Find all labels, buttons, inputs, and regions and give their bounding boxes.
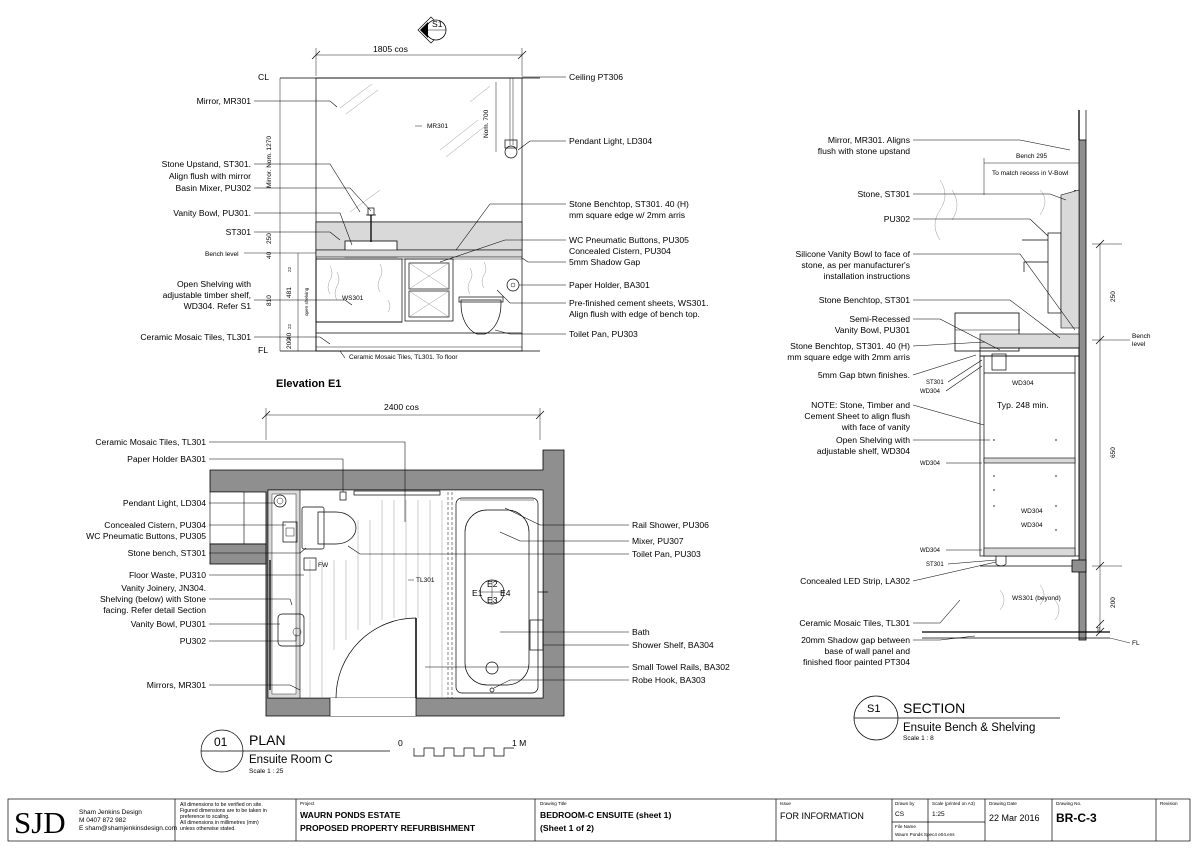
elevation-e1: [140, 17, 708, 390]
section-small-tag-st301b: ST301: [926, 562, 944, 568]
plan-label-rail-shower: Rail Shower, PU306: [632, 520, 709, 530]
section-marker-label: S1: [432, 19, 443, 29]
section-tag-typ: Typ. 248 min.: [997, 400, 1049, 410]
section-tag-wd304a: WD304: [1012, 380, 1034, 387]
plan-label-stone-bench: Stone bench, ST301: [127, 548, 206, 558]
elevation-label-ceramic-tiles: Ceramic Mosaic Tiles, TL301: [140, 332, 251, 342]
elevation-label-open-shelving: Open Shelving with adjustable timber shelf, WD304. Refer S1: [162, 279, 251, 311]
plan-tag-e3: E3: [487, 595, 498, 605]
section-level-bench: Bench level: [1132, 333, 1151, 348]
file-name: Waurn Ponds Spec4 e04.ens: [895, 832, 955, 837]
elevation-dim-22b: 22: [287, 323, 292, 329]
section-small-tag-wd304a: WD304: [920, 389, 941, 395]
date-label: Drawing Date: [989, 801, 1017, 806]
issue-label: Issue: [780, 801, 791, 806]
section-scale: Scale 1 : 8: [903, 735, 934, 742]
elevation-label-basin-mixer: Basin Mixer, PU302: [175, 183, 251, 193]
plan-label-mirrors: Mirrors, MR301: [146, 680, 206, 690]
section-s1: [787, 110, 1151, 742]
section-label-silicone-bowl: Silicone Vanity Bowl to face of stone, as per manufacturer's installation instructions: [795, 249, 910, 281]
section-label-ceramic-tiles: Ceramic Mosaic Tiles, TL301: [799, 618, 910, 628]
elevation-label-wc-buttons: WC Pneumatic Buttons, PU305 Concealed Cistern, PU304: [569, 235, 689, 256]
elevation-tag-mr301: MR301: [427, 123, 448, 130]
elevation-dim-200: 200: [286, 338, 293, 349]
elevation-tag-ws301: WS301: [342, 295, 364, 302]
drawing-number: BR-C-3: [1056, 811, 1097, 825]
plan-label-vanity-joinery: Vanity Joinery, JN304. Shelving (below) with Stone facing. Refer detail Section: [99, 583, 206, 615]
elevation-floor-note: Ceramic Mosaic Tiles, TL301. To floor: [349, 354, 458, 361]
elevation-dim-250: 250: [266, 233, 273, 244]
plan-tag-e2: E2: [487, 579, 498, 589]
plan-label-vanity-bowl: Vanity Bowl, PU301: [130, 619, 206, 629]
elevation-label-toilet-pan: Toilet Pan, PU303: [569, 329, 638, 339]
section-subtitle: Ensuite Bench & Shelving: [903, 722, 1036, 734]
section-tag-ws301: WS301 (beyond): [1012, 595, 1061, 602]
plan-label-floor-waste: Floor Waste, PU310: [128, 570, 206, 580]
elevation-dim-22a: 22: [287, 266, 292, 272]
elevation-dim-481: 481: [286, 287, 293, 298]
drawing-title: BEDROOM-C ENSUITE (sheet 1) (Sheet 1 of 2): [540, 810, 672, 833]
revision-label: Revision: [1160, 801, 1178, 806]
drawn-by-value: CS: [895, 811, 905, 818]
elevation-level-cl: CL: [258, 72, 269, 82]
section-small-tag-wd304b: WD304: [920, 461, 941, 467]
plan-label-ceramic-tiles: Ceramic Mosaic Tiles, TL301: [95, 437, 206, 447]
section-label-note: NOTE: Stone, Timber and Cement Sheet to align flush with face of vanity: [804, 400, 910, 432]
section-dim-20: 20: [1096, 626, 1101, 632]
elevation-width-dim: 1805 cos: [373, 44, 408, 54]
plan-label-robe-hook: Robe Hook, BA303: [632, 675, 706, 685]
section-label-mirror: Mirror, MR301. Aligns flush with stone upstand: [817, 135, 910, 156]
plan-label-mixer: Mixer, PU307: [632, 536, 684, 546]
elevation-dim-40a: 40: [266, 251, 273, 259]
section-label-shadow-gap: 20mm Shadow gap between base of wall panel and finished floor painted PT304: [801, 635, 910, 667]
elevation-label-vanity-bowl: Vanity Bowl, PU301.: [173, 208, 251, 218]
drawing-title-label: Drawing Title: [540, 801, 567, 806]
elevation-label-stone-upstand: Stone Upstand, ST301. Align flush with mirror: [161, 159, 251, 181]
scale-value: 1:25: [932, 811, 945, 818]
section-bench-note: To match recess in V-Bowl: [992, 170, 1069, 177]
elevation-dim-810: 810: [266, 295, 273, 306]
company-logo: SJD: [14, 805, 66, 840]
plan-view: [86, 402, 730, 775]
section-small-tag-st301a: ST301: [926, 380, 944, 386]
section-small-tag-wd304c: WD304: [920, 548, 941, 554]
elevation-label-ceiling: Ceiling PT306: [569, 72, 623, 82]
company-details: Sham Jenkins Design M 0407 872 982 E sham@shamjenkinsdesign.com: [79, 809, 178, 832]
plan-label-pendant-light: Pendant Light, LD304: [122, 498, 206, 508]
section-title: SECTION: [903, 700, 966, 716]
issue-value: FOR INFORMATION: [780, 811, 864, 821]
section-marker-s1: [418, 17, 446, 43]
plan-label-shower-shelf: Shower Shelf, BA304: [632, 640, 714, 650]
plan-tag-e1: E1: [472, 588, 483, 598]
elevation-label-st301: ST301: [225, 227, 251, 237]
plan-tag-tl301: TL301: [416, 577, 435, 584]
section-tag-wd304c: WD304: [1021, 522, 1043, 529]
drawing-number-label: Drawing No.: [1056, 801, 1082, 806]
plan-label-pu302: PU302: [179, 636, 206, 646]
section-level-fl: FL: [1132, 640, 1140, 647]
plan-label-toilet-pan: Toilet Pan, PU303: [632, 549, 701, 559]
scale-bar-end: 1 M: [512, 738, 527, 748]
elevation-dim-mirror: Mirror. Nom. 1270: [266, 135, 273, 188]
section-label-stone-benchtop-edge: Stone Benchtop, ST301. 40 (H) mm square edge with 2mm arris: [787, 341, 910, 362]
elevation-dim-nom700: Nom. 700: [483, 109, 490, 138]
title-block: [8, 799, 1190, 841]
plan-tag-e4: E4: [500, 588, 511, 598]
plan-label-towel-rails: Small Towel Rails, BA302: [632, 662, 730, 672]
section-dim-250: 250: [1110, 291, 1117, 302]
section-label-pu302: PU302: [883, 214, 910, 224]
elevation-title: Elevation E1: [276, 378, 342, 390]
plan-tag-fw: FW: [318, 562, 329, 569]
section-dim-200: 200: [1110, 597, 1117, 608]
project-name: WAURN PONDS ESTATE PROPOSED PROPERTY REFURBISHMENT: [300, 810, 476, 833]
elevation-dim-open-shelving: open shelving: [304, 287, 309, 316]
elevation-label-paper-holder: Paper Holder, BA301: [569, 280, 650, 290]
scale-bar-start: 0: [398, 738, 403, 748]
elevation-dim-40b: 40: [286, 332, 293, 340]
elevation-level-bench: Bench level: [205, 251, 239, 258]
section-label-stone-benchtop: Stone Benchtop, ST301: [818, 295, 910, 305]
date-value: 22 Mar 2016: [989, 813, 1040, 823]
elevation-label-shadow-gap: 5mm Shadow Gap: [569, 257, 641, 267]
drawing-notes: All dimensions to be verified on site. Figured dimensions are to be taken in preference to scaling. All dimensions in millimetres (mm) unless otherwise stated.: [180, 802, 267, 832]
section-tag-wd304b: WD304: [1021, 508, 1043, 515]
section-bench-dim: Bench 295: [1016, 153, 1048, 160]
section-dim-650: 650: [1110, 447, 1117, 458]
plan-scale: Scale 1 : 25: [249, 768, 284, 775]
project-label: Project: [300, 801, 315, 806]
scale-bar: [398, 738, 526, 756]
section-number: S1: [867, 703, 881, 715]
section-label-5mm-gap: 5mm Gap btwn finishes.: [817, 370, 910, 380]
file-label: File Name: [895, 824, 916, 829]
elevation-label-mirror: Mirror, MR301: [196, 96, 251, 106]
plan-label-paper-holder: Paper Holder BA301: [127, 454, 206, 464]
elevation-label-stone-benchtop: Stone Benchtop, ST301. 40 (H) mm square edge w/ 2mm arris: [569, 199, 689, 220]
section-label-open-shelving: Open Shelving with adjustable shelf, WD304: [816, 435, 910, 456]
section-label-stone: Stone, ST301: [857, 189, 910, 199]
plan-title: PLAN: [249, 732, 286, 748]
drawn-by-label: Drawn by: [895, 801, 915, 806]
plan-label-concealed-cistern: Concealed Cistern, PU304 WC Pneumatic Buttons, PU305: [86, 520, 206, 541]
elevation-label-cement-sheets: Pre-finished cement sheets, WS301. Align flush with edge of bench top.: [569, 298, 709, 319]
plan-subtitle: Ensuite Room C: [249, 754, 333, 766]
elevation-level-fl: FL: [258, 345, 269, 355]
scale-label: Scale (printed on A3): [932, 801, 975, 806]
plan-width-dim: 2400 cos: [384, 402, 419, 412]
elevation-label-pendant-light: Pendant Light, LD304: [569, 136, 653, 146]
section-label-semi-recessed: Semi-Recessed Vanity Bowl, PU301: [834, 314, 910, 335]
plan-number: 01: [214, 735, 228, 749]
section-label-led-strip: Concealed LED Strip, LA302: [800, 576, 910, 586]
plan-label-bath: Bath: [632, 627, 650, 637]
